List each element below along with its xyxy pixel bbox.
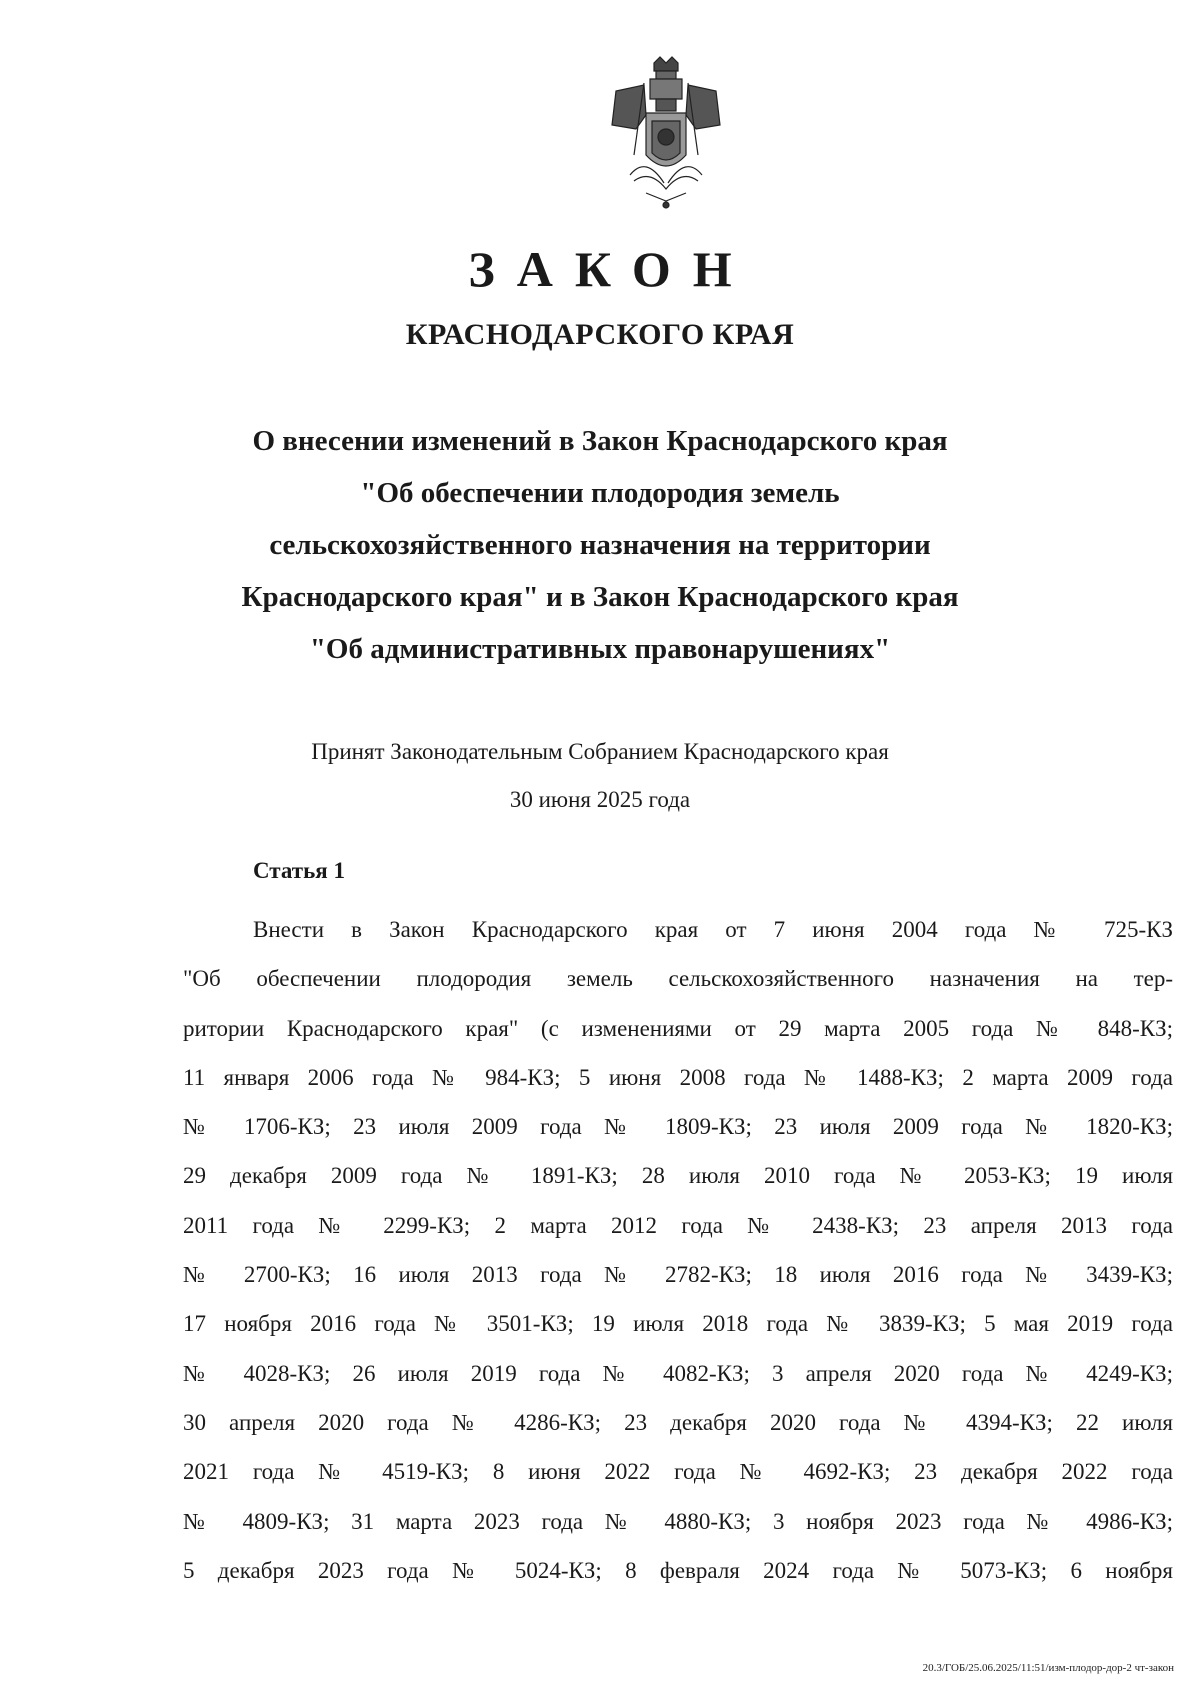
law-heading-line: сельскохозяйственного назначения на территории [269,529,931,561]
article-text-line: 2021 года № 4519-КЗ; 8 июня 2022 года № 4692-КЗ; 23 декабря 2022 года [183,1459,1173,1485]
law-heading-line: О внесении изменений в Закон Краснодарского края [252,425,948,457]
article-text-line: 17 ноября 2016 года № 3501-КЗ; 19 июля 2018 года № 3839-КЗ; 5 мая 2019 года [183,1311,1173,1337]
coat-of-arms-icon [606,55,726,215]
article-text-line: № 2700-КЗ; 16 июля 2013 года № 2782-КЗ; 18 июля 2016 года № 3439-КЗ; [183,1262,1173,1288]
article-text-line: № 1706-КЗ; 23 июля 2009 года № 1809-КЗ; 23 июля 2009 года № 1820-КЗ; [183,1114,1173,1140]
adoption-note [0,728,1200,824]
article-text-line: "Об обеспечении плодородия земель сельскохозяйственного назначения на тер- [183,966,1173,992]
document-type-title: ЗАКОН [468,241,754,297]
article-text-line: 11 января 2006 года № 984-КЗ; 5 июня 2008 года № 1488-КЗ; 2 марта 2009 года [183,1064,1173,1090]
article-text-line: 30 апреля 2020 года № 4286-КЗ; 23 декабря 2020 года № 4394-КЗ; 22 июля [183,1409,1173,1435]
document-footer-code: 20.3/ГОБ/25.06.2025/11:51/изм-плодор-дор-2 чт-закон [922,1662,1174,1674]
article-text-line: ритории Краснодарского края" (с изменениями от 29 марта 2005 года № 848-КЗ; [183,1015,1173,1041]
law-heading-line: "Об административных правонарушениях" [309,633,891,665]
law-heading-line: "Об обеспечении плодородия земель [360,477,840,509]
document-issuer-subtitle: КРАСНОДАРСКОГО КРАЯ [405,318,795,351]
law-heading-line: Краснодарского края" и в Закон Краснодарского края [241,581,959,613]
article-text-line: 2011 года № 2299-КЗ; 2 марта 2012 года № 2438-КЗ; 23 апреля 2013 года [183,1212,1173,1238]
law-heading [0,415,1200,675]
article-text-line: № 4809-КЗ; 31 марта 2023 года № 4880-КЗ; 3 ноября 2023 года № 4986-КЗ; [183,1508,1173,1534]
adoption-date: 30 июня 2025 года [509,787,691,812]
article-text-line: 5 декабря 2023 года № 5024-КЗ; 8 февраля 2024 года № 5073-КЗ; 6 ноября [183,1557,1173,1583]
adoption-body: Принят Законодательным Собранием Краснодарского края [311,739,889,764]
article-title: Статья 1 [253,858,345,883]
article-text-line: Внести в Закон Краснодарского края от 7 июня 2004 года № 725-КЗ [253,917,1173,942]
article-body [183,905,1173,1595]
article-text-line: 29 декабря 2009 года № 1891-КЗ; 28 июля 2010 года № 2053-КЗ; 19 июля [183,1163,1173,1189]
article-text-line: № 4028-КЗ; 26 июля 2019 года № 4082-КЗ; 3 апреля 2020 года № 4249-КЗ; [183,1360,1173,1386]
